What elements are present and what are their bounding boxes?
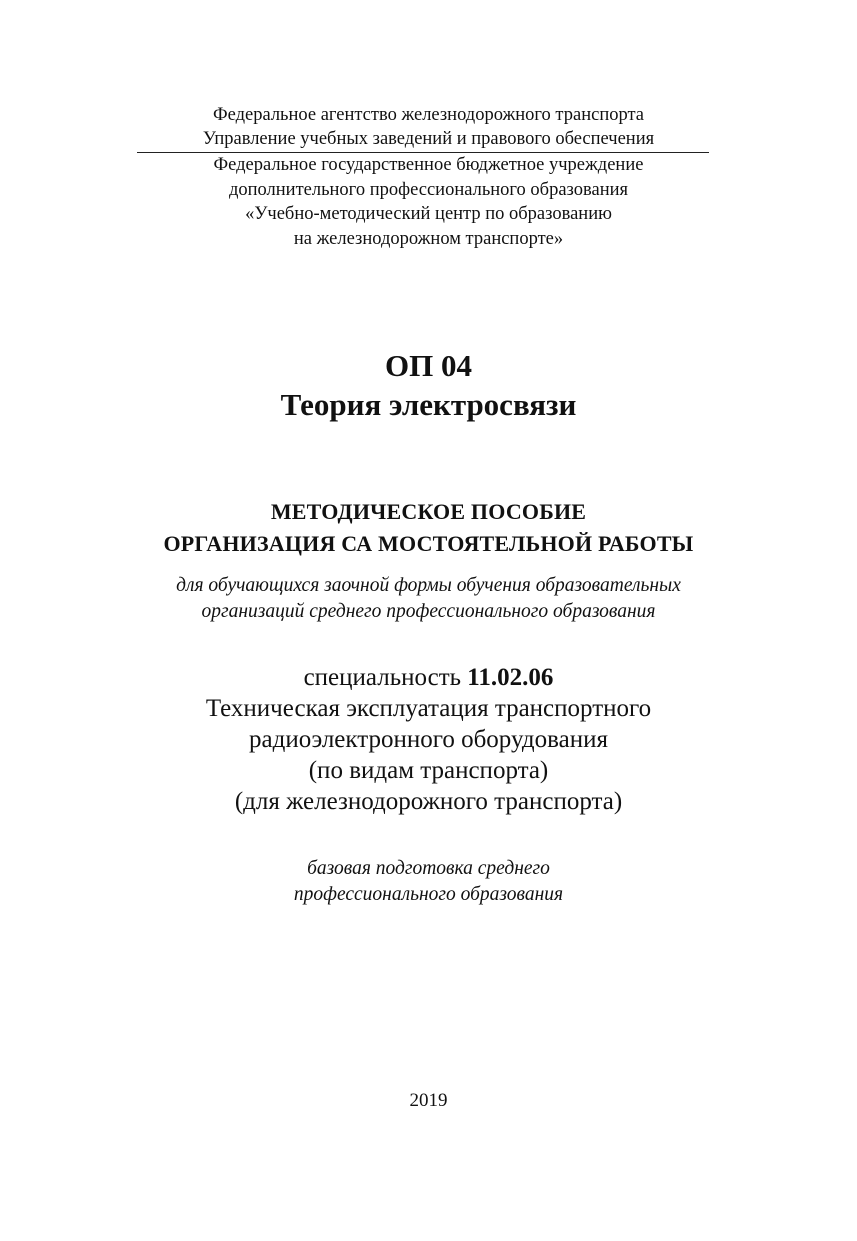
specialty-line: Техническая эксплуатация транспортного (205, 695, 652, 722)
agency-department: Управление учебных заведений и правового обеспечения (202, 129, 655, 149)
institution-line: «Учебно-методический центр по образованию (245, 204, 612, 224)
audience-note (0, 573, 857, 625)
course-code: ОП 04 (385, 348, 472, 383)
audience-line: для обучающихся заочной формы обучения образовательных (176, 575, 681, 596)
training-level (0, 856, 857, 908)
agency-header (0, 103, 857, 151)
specialty-line: (по видам транспорта) (308, 757, 549, 784)
institution-line: Федеральное государственное бюджетное учреждение (213, 155, 644, 175)
specialty-line: (для железнодорожного транспорта) (234, 788, 623, 815)
specialty-block (0, 662, 857, 817)
manual-title-line: ОРГАНИЗАЦИЯ СА МОСТОЯТЕЛЬНОЙ РАБОТЫ (163, 531, 694, 556)
audience-line: организаций среднего профессионального образования (201, 601, 656, 622)
course-title: Теория электросвязи (280, 387, 577, 422)
manual-title (0, 496, 857, 560)
institution-line: на железнодорожном транспорте» (293, 228, 564, 249)
course-heading (0, 346, 857, 424)
publication-year: 2019 (409, 1090, 448, 1111)
agency-name: Федеральное агентство железнодорожного транспорта (212, 105, 644, 125)
specialty-prefix: специальность (303, 664, 462, 691)
specialty-code: 11.02.06 (467, 664, 554, 691)
manual-title-line: МЕТОДИЧЕСКОЕ ПОСОБИЕ (270, 499, 587, 524)
institution-header (0, 153, 857, 251)
specialty-heading (0, 662, 857, 693)
institution-line: дополнительного профессионального образования (228, 179, 629, 200)
training-level-line: профессионального образования (293, 884, 564, 905)
training-level-line: базовая подготовка среднего (307, 858, 550, 879)
specialty-line: радиоэлектронного оборудования (249, 726, 608, 753)
